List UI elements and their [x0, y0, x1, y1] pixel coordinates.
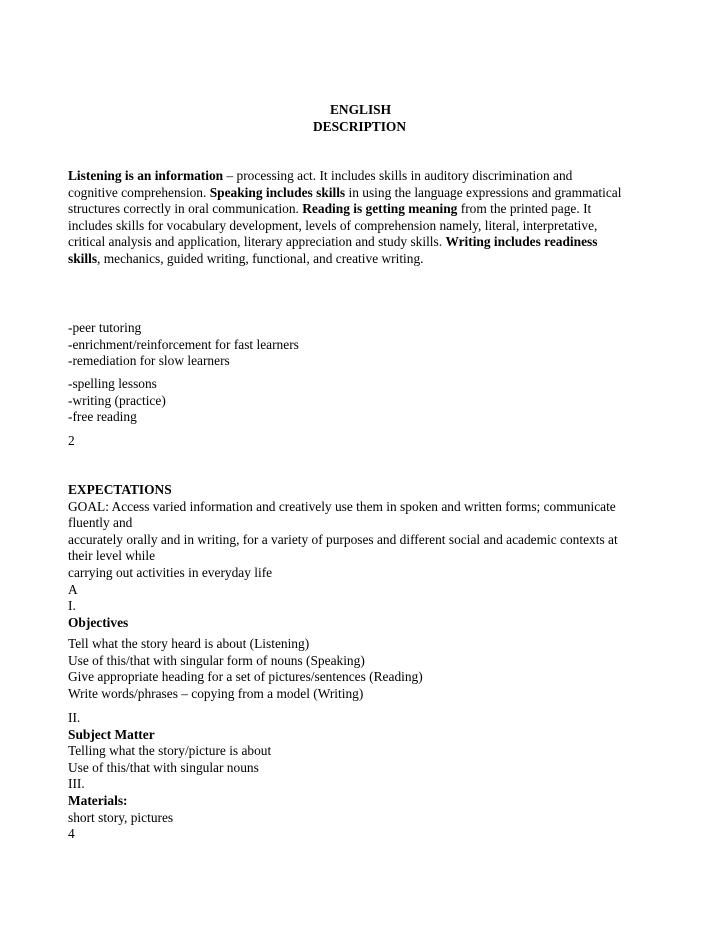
goal-line: fluently and: [68, 515, 133, 531]
subject-matter-section: [68, 710, 668, 843]
section-letter: A: [68, 581, 78, 597]
list-item: -remediation for slow learners: [68, 353, 230, 369]
section-title: DESCRIPTION: [313, 118, 407, 134]
description-line: structures correctly in oral communication. Reading is getting meaning from the printed page. It: [68, 201, 592, 217]
description-line: includes skills for vocabulary development, levels of comprehension namely, literal, interpretative,: [68, 217, 598, 233]
expectations-section: [68, 482, 668, 631]
subject-matter-line: Use of this/that with singular nouns: [68, 759, 259, 775]
description-paragraph: [68, 168, 668, 268]
section-numeral: I.: [68, 598, 76, 614]
description-line: critical analysis and application, literary appreciation and study skills. Writing includes readiness: [68, 234, 598, 250]
tutoring-list: [68, 320, 668, 370]
subject-title: ENGLISH: [330, 102, 392, 117]
subject-matter-heading: Subject Matter: [68, 726, 155, 742]
section-numeral: II.: [68, 710, 81, 725]
materials-text: short story, pictures: [68, 809, 174, 825]
description-line: Listening is an information – processing act. It includes skills in auditory discrimination and: [68, 168, 573, 183]
page-number: 2: [68, 433, 75, 448]
goal-line: carrying out activities in everyday life: [68, 564, 273, 580]
subject-matter-line: Telling what the story/picture is about: [68, 743, 272, 759]
list-item: -writing (practice): [68, 392, 166, 408]
list-item: -spelling lessons: [68, 376, 157, 391]
description-line: skills, mechanics, guided writing, functional, and creative writing.: [68, 250, 424, 266]
objective-item: Give appropriate heading for a set of pictures/sentences (Reading): [68, 669, 423, 685]
list-item: -peer tutoring: [68, 320, 142, 335]
document-title: [0, 102, 728, 135]
objective-item: Use of this/that with singular form of nouns (Speaking): [68, 652, 365, 668]
objective-item: Tell what the story heard is about (Listening): [68, 636, 310, 651]
goal-line: GOAL: Access varied information and creatively use them in spoken and written forms; communicate: [68, 498, 616, 514]
list-item: -enrichment/reinforcement for fast learners: [68, 336, 299, 352]
section-numeral: III.: [68, 776, 85, 792]
objective-item: Write words/phrases – copying from a model (Writing): [68, 685, 364, 701]
goal-line: their level while: [68, 548, 156, 564]
list-item: -free reading: [68, 409, 137, 425]
goal-line: accurately orally and in writing, for a variety of purposes and different social and academic contexts at: [68, 531, 618, 547]
description-line: cognitive comprehension. Speaking includes skills in using the language expressions and grammatical: [68, 184, 622, 200]
expectations-heading: EXPECTATIONS: [68, 482, 172, 497]
activities-list: [68, 376, 668, 426]
materials-heading: Materials:: [68, 792, 128, 808]
page-number: 4: [68, 826, 75, 842]
objectives-heading: Objectives: [68, 614, 129, 630]
objectives-list: [68, 636, 668, 702]
